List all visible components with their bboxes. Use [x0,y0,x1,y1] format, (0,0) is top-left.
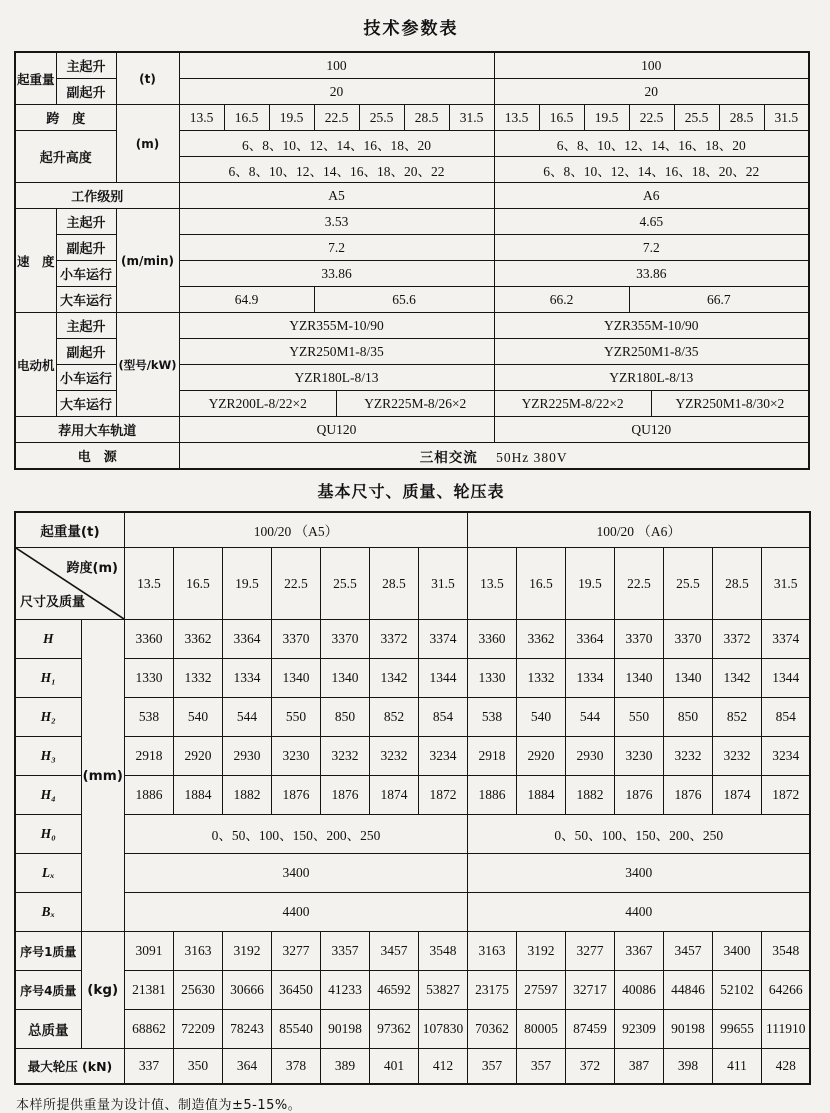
value-cell: 68862 [124,1010,173,1049]
motor-trolley-a5: YZR180L-8/13 [179,365,494,391]
height-row1-a5: 6、8、10、12、14、16、18、20 [179,131,494,157]
power-value-cn: 三相交流 [419,449,478,466]
dim-row-full [15,893,810,932]
capacity-main-a5: 100 [179,52,494,79]
power-label: 电 源 [15,443,179,470]
crane-travel-label: 大车运行 [56,391,116,417]
value-cell: 389 [320,1049,369,1085]
dim-row [15,698,810,737]
value-cell: 2920 [173,737,222,776]
t-unit: (t) [116,52,179,105]
height-label: 起升高度 [15,131,116,183]
rail-label: 荐用大车轨道 [15,417,179,443]
mass-label-no1: 序号1质量 [15,932,81,971]
value-cell: 1330 [124,659,173,698]
value-cell: 3367 [614,932,663,971]
value-cell: 538 [467,698,516,737]
value-cell: 1342 [369,659,418,698]
rail-row [15,417,809,443]
value-cell: 854 [761,698,810,737]
value-cell: 1340 [663,659,712,698]
dim-row [15,659,810,698]
dim-row-full [15,815,810,854]
value-cell: 1874 [369,776,418,815]
value-cell: 25.5 [674,105,719,131]
value-cell: 357 [516,1049,565,1085]
value-cell: 3362 [516,620,565,659]
value-cell: 3374 [418,620,467,659]
value-cell: 30666 [222,971,271,1010]
value-cell: 19.5 [584,105,629,131]
value-cell: 3234 [761,737,810,776]
value-cell: 1876 [614,776,663,815]
value-cell: 13.5 [124,548,173,620]
value-cell: 3548 [761,932,810,971]
capacity-header-row [15,512,810,548]
table-row [15,52,809,79]
value-cell: 21381 [124,971,173,1010]
value-cell: 3232 [320,737,369,776]
speed-crane-a6-1: 66.2 [494,287,629,313]
value-cell: 41233 [320,971,369,1010]
value-cell: 46592 [369,971,418,1010]
diagonal-header-cell [15,548,124,620]
value-cell: 3357 [320,932,369,971]
value-cell: 36450 [271,971,320,1010]
main-hoist-label: 主起升 [56,209,116,235]
value-cell: 544 [222,698,271,737]
value-cell: 25.5 [359,105,404,131]
value-cell: 13.5 [494,105,539,131]
dim-label-H3: H₃ [15,737,81,776]
mass-row [15,1010,810,1049]
value-cell: 72209 [173,1010,222,1049]
value-cell: 3370 [663,620,712,659]
value-cell: 70362 [467,1010,516,1049]
Lx-value-a6: 3400 [467,854,810,893]
value-cell: 1882 [222,776,271,815]
table-row [15,313,809,339]
value-cell: 3234 [418,737,467,776]
value-cell: 3360 [124,620,173,659]
value-cell: 3163 [467,932,516,971]
dim-label-H0: H₀ [15,815,81,854]
value-cell: 3232 [712,737,761,776]
value-cell: 1886 [124,776,173,815]
diag-span-label: 跨度(m) [66,561,118,576]
main-hoist-label: 主起升 [56,313,116,339]
value-cell: 1332 [173,659,222,698]
value-cell: 2918 [124,737,173,776]
tech-params-table [14,51,810,470]
value-cell: 3364 [222,620,271,659]
mass-row [15,971,810,1010]
span-header-row [15,548,810,620]
value-cell: 544 [565,698,614,737]
value-cell: 3457 [663,932,712,971]
value-cell: 1344 [761,659,810,698]
value-cell: 16.5 [539,105,584,131]
power-value-en: 50Hz 380V [496,449,568,465]
value-cell: 3400 [712,932,761,971]
value-cell: 401 [369,1049,418,1085]
dim-label-H1: H₁ [15,659,81,698]
value-cell: 3232 [369,737,418,776]
value-cell: 3370 [320,620,369,659]
speed-crane-a6-2: 66.7 [629,287,809,313]
value-cell: 22.5 [614,548,663,620]
motor-crane-a6-cell [494,391,809,417]
value-cell: 3548 [418,932,467,971]
value-cell: 52102 [712,971,761,1010]
Bx-value-a5: 4400 [124,893,467,932]
mmin-unit: (m/min) [116,209,179,313]
speed-aux-a6: 7.2 [494,235,809,261]
speed-crane-a5-1: 64.9 [179,287,314,313]
speed-aux-a5: 7.2 [179,235,494,261]
value-cell: 411 [712,1049,761,1085]
value-cell: 31.5 [761,548,810,620]
value-cell: 2930 [222,737,271,776]
trolley-travel-label: 小车运行 [56,261,116,287]
speed-trolley-a5: 33.86 [179,261,494,287]
rail-a5: QU120 [179,417,494,443]
value-cell: 22.5 [314,105,359,131]
value-cell: 13.5 [179,105,224,131]
value-cell: 2920 [516,737,565,776]
dim-label-Bx: Bₓ [15,893,81,932]
value-cell: 31.5 [764,105,809,131]
dim-label-Lx: Lₓ [15,854,81,893]
value-cell: 378 [271,1049,320,1085]
mass-label-total: 总质量 [15,1010,81,1049]
value-cell: 852 [369,698,418,737]
value-cell: 1886 [467,776,516,815]
motor-crane-a5-1: YZR200L-8/22×2 [208,395,307,411]
value-cell: 372 [565,1049,614,1085]
value-cell: 3230 [271,737,320,776]
motor-crane-a6-2: YZR250M1-8/30×2 [651,391,808,416]
span-label: 跨 度 [15,105,116,131]
crane-travel-label: 大车运行 [56,287,116,313]
motor-aux-a6: YZR250M1-8/35 [494,339,809,365]
lifting-group-label: 起重量 [15,52,56,105]
value-cell: 3163 [173,932,222,971]
value-cell: 398 [663,1049,712,1085]
table-row [15,209,809,235]
power-value [179,443,809,470]
trolley-travel-label: 小车运行 [56,365,116,391]
value-cell: 25.5 [320,548,369,620]
value-cell: 1340 [614,659,663,698]
value-cell: 3370 [271,620,320,659]
value-cell: 13.5 [467,548,516,620]
value-cell: 854 [418,698,467,737]
value-cell: 85540 [271,1010,320,1049]
value-cell: 40086 [614,971,663,1010]
duty-a5: A5 [179,183,494,209]
value-cell: 3192 [222,932,271,971]
motor-main-a6: YZR355M-10/90 [494,313,809,339]
value-cell: 540 [173,698,222,737]
speed-main-a5: 3.53 [179,209,494,235]
value-cell: 1884 [516,776,565,815]
value-cell: 23175 [467,971,516,1010]
footnote: 本样所提供重量为设计值、制造值为±5-15%。 [16,1098,302,1113]
value-cell: 550 [271,698,320,737]
dim-label-H4: H₄ [15,776,81,815]
value-cell: 550 [614,698,663,737]
motor-main-a5: YZR355M-10/90 [179,313,494,339]
value-cell: 19.5 [222,548,271,620]
value-cell: 350 [173,1049,222,1085]
value-cell: 27597 [516,971,565,1010]
value-cell: 80005 [516,1010,565,1049]
value-cell: 3091 [124,932,173,971]
value-cell: 1340 [320,659,369,698]
value-cell: 87459 [565,1010,614,1049]
value-cell: 1872 [761,776,810,815]
value-cell: 3362 [173,620,222,659]
value-cell: 1874 [712,776,761,815]
wheel-pressure-label: 最大轮压 (kN) [15,1049,124,1085]
value-cell: 53827 [418,971,467,1010]
value-cell: 337 [124,1049,173,1085]
motor-crane-a6-1: YZR225M-8/22×2 [521,395,624,411]
mm-unit: (mm) [81,620,124,932]
size-mass-wheel-table [14,511,811,1085]
value-cell: 1334 [565,659,614,698]
capacity-main-a6: 100 [494,52,809,79]
dim-label-H2: H₂ [15,698,81,737]
value-cell: 2930 [565,737,614,776]
value-cell: 3364 [565,620,614,659]
value-cell: 1332 [516,659,565,698]
value-cell: 3230 [614,737,663,776]
value-cell: 97362 [369,1010,418,1049]
value-cell: 1344 [418,659,467,698]
motor-crane-a5-2: YZR225M-8/26×2 [336,391,494,416]
value-cell: 540 [516,698,565,737]
value-cell: 16.5 [516,548,565,620]
value-cell: 25.5 [663,548,712,620]
value-cell: 19.5 [269,105,314,131]
value-cell: 1876 [663,776,712,815]
model-kw-unit: (型号/kW) [116,313,179,417]
diag-size-label: 尺寸及质量 [20,595,86,610]
aux-hoist-label: 副起升 [56,339,116,365]
value-cell: 28.5 [712,548,761,620]
value-cell: 1884 [173,776,222,815]
dim-row-full [15,854,810,893]
value-cell: 22.5 [271,548,320,620]
value-cell: 2918 [467,737,516,776]
speed-main-a6: 4.65 [494,209,809,235]
value-cell: 3277 [565,932,614,971]
value-cell: 99655 [712,1010,761,1049]
height-row2-a6: 6、8、10、12、14、16、18、20、22 [494,157,809,183]
value-cell: 538 [124,698,173,737]
size-table-title: 基本尺寸、质量、轮压表 [317,482,505,501]
motor-trolley-a6: YZR180L-8/13 [494,365,809,391]
value-cell: 3232 [663,737,712,776]
value-cell: 1876 [320,776,369,815]
value-cell: 90198 [663,1010,712,1049]
group-a6-header: 100/20 （A6） [467,512,810,548]
height-row1-a6: 6、8、10、12、14、16、18、20 [494,131,809,157]
value-cell: 64266 [761,971,810,1010]
value-cell: 850 [320,698,369,737]
value-cell: 3457 [369,932,418,971]
rail-a6: QU120 [494,417,809,443]
value-cell: 19.5 [565,548,614,620]
m-unit: (m) [116,105,179,183]
value-cell: 1872 [418,776,467,815]
speed-trolley-a6: 33.86 [494,261,809,287]
H0-values-a5: 0、50、100、150、200、250 [124,815,467,854]
value-cell: 111910 [761,1010,810,1049]
value-cell: 25630 [173,971,222,1010]
group-a5-header: 100/20 （A5） [124,512,467,548]
value-cell: 3370 [614,620,663,659]
value-cell: 387 [614,1049,663,1085]
value-cell: 90198 [320,1010,369,1049]
value-cell: 31.5 [418,548,467,620]
capacity-label: 起重量(t) [15,512,124,548]
tech-table-title: 技术参数表 [363,19,459,39]
H0-values-a6: 0、50、100、150、200、250 [467,815,810,854]
value-cell: 3360 [467,620,516,659]
duty-class-row [15,183,809,209]
dim-row [15,776,810,815]
value-cell: 852 [712,698,761,737]
dim-row [15,737,810,776]
value-cell: 3374 [761,620,810,659]
mass-row [15,932,810,971]
value-cell: 1334 [222,659,271,698]
value-cell: 1882 [565,776,614,815]
mass-label-no4: 序号4质量 [15,971,81,1010]
aux-hoist-label: 副起升 [56,79,116,105]
duty-a6: A6 [494,183,809,209]
power-row [15,443,809,470]
value-cell: 412 [418,1049,467,1085]
motor-aux-a5: YZR250M1-8/35 [179,339,494,365]
value-cell: 44846 [663,971,712,1010]
value-cell: 364 [222,1049,271,1085]
motor-crane-a5-cell [179,391,494,417]
value-cell: 107830 [418,1010,467,1049]
value-cell: 16.5 [224,105,269,131]
value-cell: 22.5 [629,105,674,131]
value-cell: 3372 [712,620,761,659]
value-cell: 28.5 [369,548,418,620]
capacity-aux-a6: 20 [494,79,809,105]
Lx-value-a5: 3400 [124,854,467,893]
span-row [15,105,809,131]
value-cell: 1342 [712,659,761,698]
capacity-aux-a5: 20 [179,79,494,105]
value-cell: 31.5 [449,105,494,131]
value-cell: 16.5 [173,548,222,620]
value-cell: 78243 [222,1010,271,1049]
kg-unit: (kg) [81,932,124,1049]
value-cell: 3277 [271,932,320,971]
motor-group-label: 电动机 [15,313,56,417]
duty-label: 工作级别 [15,183,179,209]
value-cell: 428 [761,1049,810,1085]
wheel-pressure-row [15,1049,810,1085]
aux-hoist-label: 副起升 [56,235,116,261]
value-cell: 28.5 [719,105,764,131]
value-cell: 92309 [614,1010,663,1049]
speed-group-label: 速 度 [15,209,56,313]
value-cell: 1340 [271,659,320,698]
value-cell: 850 [663,698,712,737]
Bx-value-a6: 4400 [467,893,810,932]
height-row2-a5: 6、8、10、12、14、16、18、20、22 [179,157,494,183]
dim-label-H: H [15,620,81,659]
value-cell: 357 [467,1049,516,1085]
value-cell: 1330 [467,659,516,698]
value-cell: 3372 [369,620,418,659]
value-cell: 28.5 [404,105,449,131]
value-cell: 3192 [516,932,565,971]
dim-row [15,620,810,659]
main-hoist-label: 主起升 [56,52,116,79]
value-cell: 32717 [565,971,614,1010]
speed-crane-a5-2: 65.6 [314,287,494,313]
value-cell: 1876 [271,776,320,815]
